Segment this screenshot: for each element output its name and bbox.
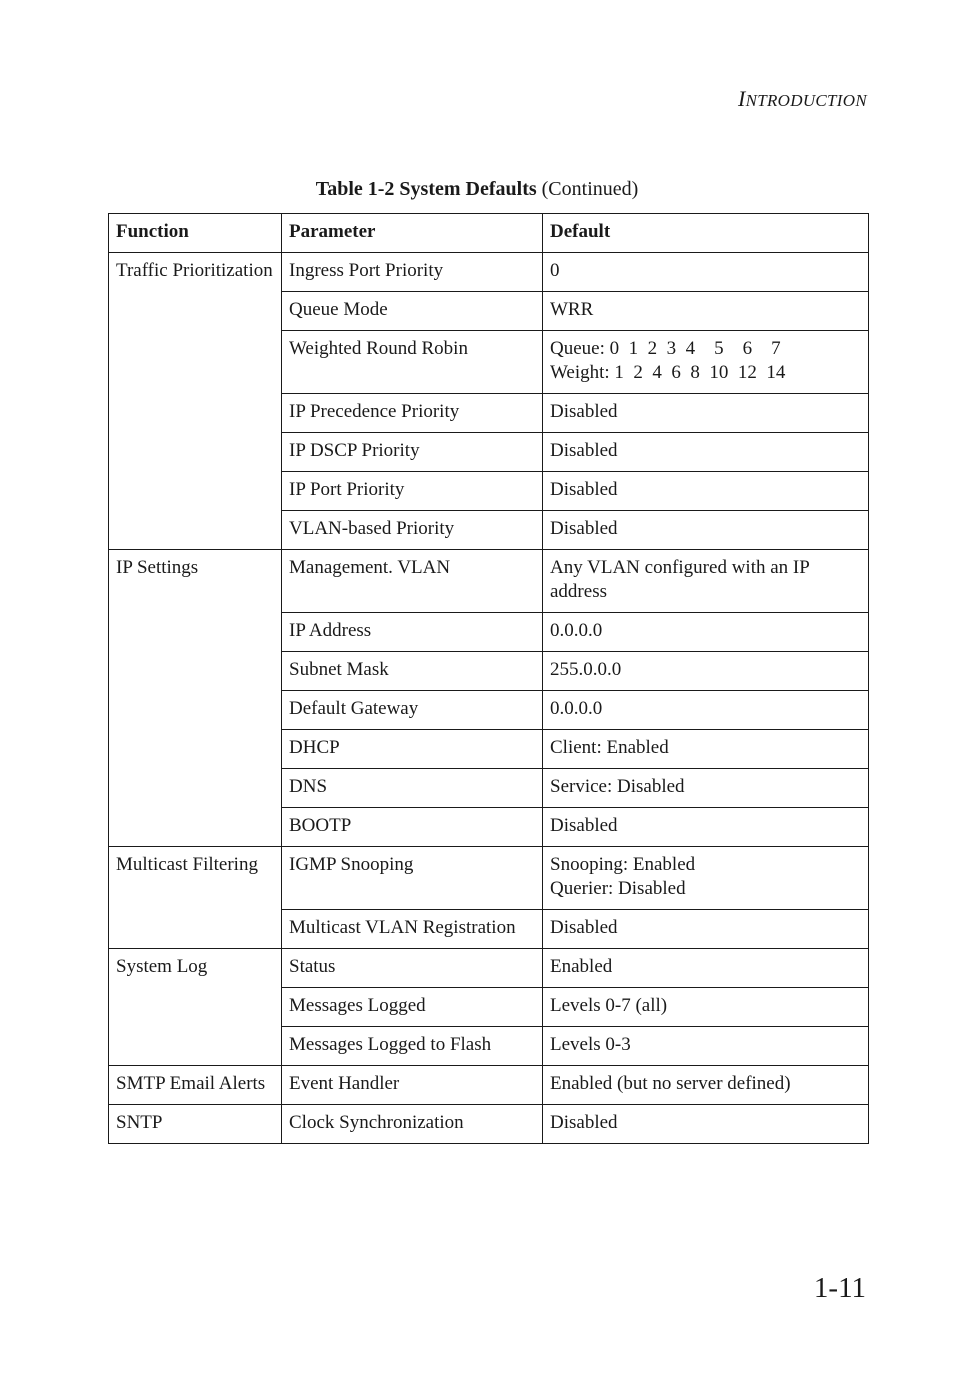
default-cell	[543, 613, 869, 652]
default-value-line: Enabled	[550, 956, 613, 977]
running-head-initial: I	[737, 86, 746, 111]
default-cell	[543, 847, 869, 910]
default-value-line: Weight: 1 2 4 6 8 10 12 14	[550, 362, 786, 383]
default-cell	[543, 394, 869, 433]
parameter-cell: VLAN-based Priority	[282, 511, 543, 550]
table-row	[109, 550, 869, 613]
function-cell: IP Settings	[109, 550, 282, 847]
default-value-line: Disabled	[550, 1112, 618, 1133]
parameter-cell: Messages Logged to Flash	[282, 1027, 543, 1066]
default-value-line: Disabled	[550, 401, 618, 422]
table-header-row	[109, 214, 869, 253]
column-header-parameter: Parameter	[282, 214, 543, 253]
function-cell: Multicast Filtering	[109, 847, 282, 949]
running-head	[738, 86, 867, 112]
function-cell: SMTP Email Alerts	[109, 1066, 282, 1105]
table-row	[109, 949, 869, 988]
default-value-line: Queue: 0 1 2 3 4 5 6 7	[550, 338, 781, 359]
default-value-line: Client: Enabled	[550, 737, 669, 758]
default-cell	[543, 910, 869, 949]
default-value-line: Querier: Disabled	[550, 878, 686, 899]
default-value-line: WRR	[550, 299, 594, 320]
parameter-cell: IP DSCP Priority	[282, 433, 543, 472]
parameter-cell: Default Gateway	[282, 691, 543, 730]
default-value-line: Any VLAN configured with an IP	[550, 557, 810, 578]
default-value-line: Disabled	[550, 917, 618, 938]
table-body	[109, 253, 869, 1144]
table-caption	[0, 178, 954, 201]
parameter-cell: IP Address	[282, 613, 543, 652]
parameter-cell: IP Port Priority	[282, 472, 543, 511]
default-value-line: Disabled	[550, 440, 618, 461]
parameter-cell: Weighted Round Robin	[282, 331, 543, 394]
default-cell	[543, 292, 869, 331]
column-header-default: Default	[543, 214, 869, 253]
parameter-cell: IP Precedence Priority	[282, 394, 543, 433]
table-row	[109, 1066, 869, 1105]
parameter-cell: Status	[282, 949, 543, 988]
system-defaults-table	[108, 213, 869, 1144]
default-value-line: Service: Disabled	[550, 776, 685, 797]
default-cell	[543, 988, 869, 1027]
running-head-text: NTRODUCTION	[745, 91, 867, 110]
parameter-cell: Queue Mode	[282, 292, 543, 331]
default-value-line: Levels 0-7 (all)	[550, 995, 668, 1016]
function-cell: SNTP	[109, 1105, 282, 1144]
parameter-cell: Event Handler	[282, 1066, 543, 1105]
column-header-function: Function	[109, 214, 282, 253]
default-cell	[543, 433, 869, 472]
parameter-cell: Subnet Mask	[282, 652, 543, 691]
default-value-line: 255.0.0.0	[550, 659, 622, 680]
default-cell	[543, 808, 869, 847]
default-cell	[543, 652, 869, 691]
parameter-cell: Messages Logged	[282, 988, 543, 1027]
parameter-cell: DNS	[282, 769, 543, 808]
default-cell	[543, 949, 869, 988]
default-cell	[543, 1105, 869, 1144]
default-value-line: 0	[550, 260, 560, 281]
default-value-line: Enabled (but no server defined)	[550, 1073, 791, 1094]
default-value-line: 0.0.0.0	[550, 620, 603, 641]
default-cell	[543, 730, 869, 769]
parameter-cell: Clock Synchronization	[282, 1105, 543, 1144]
default-cell	[543, 331, 869, 394]
table-row	[109, 253, 869, 292]
default-value-line: address	[550, 581, 607, 602]
function-cell: System Log	[109, 949, 282, 1066]
default-value-line: Snooping: Enabled	[550, 854, 696, 875]
default-value-line: Disabled	[550, 815, 618, 836]
table-caption-label: Table 1-2 System Defaults	[315, 178, 537, 200]
default-cell	[543, 1066, 869, 1105]
default-value-line: Disabled	[550, 479, 618, 500]
default-value-line: Levels 0-3	[550, 1034, 631, 1055]
default-cell	[543, 1027, 869, 1066]
default-cell	[543, 769, 869, 808]
parameter-cell: DHCP	[282, 730, 543, 769]
default-cell	[543, 253, 869, 292]
parameter-cell: Multicast VLAN Registration	[282, 910, 543, 949]
default-value-line: Disabled	[550, 518, 618, 539]
table-row	[109, 1105, 869, 1144]
parameter-cell: Management. VLAN	[282, 550, 543, 613]
table-row	[109, 847, 869, 910]
table-caption-suffix: (Continued)	[541, 178, 639, 200]
function-cell: Traffic Prioritization	[109, 253, 282, 550]
default-cell	[543, 550, 869, 613]
parameter-cell: IGMP Snooping	[282, 847, 543, 910]
parameter-cell: Ingress Port Priority	[282, 253, 543, 292]
default-cell	[543, 691, 869, 730]
default-cell	[543, 472, 869, 511]
parameter-cell: BOOTP	[282, 808, 543, 847]
default-cell	[543, 511, 869, 550]
page-number: 1-11	[813, 1272, 866, 1304]
default-value-line: 0.0.0.0	[550, 698, 603, 719]
